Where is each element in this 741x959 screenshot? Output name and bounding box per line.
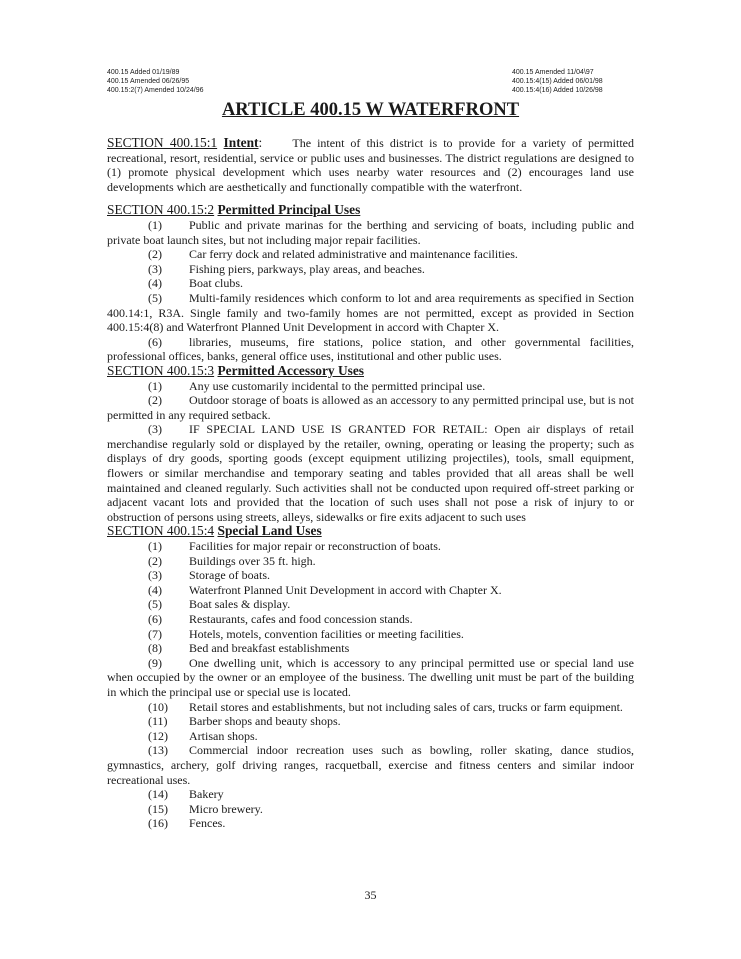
item-text: IF SPECIAL LAND USE IS GRANTED FOR RETAIL: Open air displays of retail merchandise regularly sold or displayed by the retailer, owning, operating or leasing the property; such as displays of dry goods, sporting goods (except equipment utilizing projectiles), tools, small equipment, flowers or similar merchandise and temporary seating and tables provided that all areas shall be well maintained and cleaned regularly. Such activities shall not be conducted upon required off-street parking or adjacent vacant lots and provided that the location of such uses shall not pose a risk of injury to or obstruction of persons using streets, alleys, sidewalks or fire exits adjacent to such uses	[107, 422, 634, 524]
amendment-line: 400.15:4(16) Added 10/26/98	[512, 87, 603, 94]
item-number: (2)	[148, 393, 162, 408]
item-text: Retail stores and establishments, but not including sales of cars, trucks or farm equipment.	[189, 699, 623, 714]
item-number: (2)	[148, 553, 162, 568]
accessory-uses-list	[107, 379, 634, 525]
item-text: Restaurants, cafes and food concession stands.	[189, 612, 413, 626]
item-text: Hotels, motels, convention facilities or meeting facilities.	[189, 626, 464, 641]
item-text: Any use customarily incidental to the permitted principal use.	[189, 378, 486, 393]
item-number: (3)	[148, 261, 162, 276]
list-item	[107, 597, 634, 612]
item-text: Artisan shops.	[189, 728, 258, 743]
item-text: Public and private marinas for the berthing and servicing of boats, including public and private boat launch sites, but not including major repair facilities.	[107, 217, 634, 247]
list-item	[107, 743, 634, 787]
item-text: Bed and breakfast establishments	[189, 641, 350, 656]
item-number: (1)	[148, 378, 162, 393]
item-text: Boat sales & display.	[189, 597, 291, 612]
item-number: (4)	[148, 582, 162, 597]
section-number: SECTION 400.15:2	[107, 202, 215, 218]
item-text: Boat clubs.	[189, 276, 243, 291]
item-number: (8)	[148, 641, 162, 656]
item-text: Fences.	[189, 816, 226, 831]
item-number: (4)	[148, 276, 162, 291]
list-item	[107, 393, 634, 422]
section-heading: Permitted Principal Uses	[217, 202, 361, 218]
intent-text: The intent of this district is to provide for a variety of permitted recreational, resort, residential, service or public uses and businesses. The district regulations are designed to (1) promote physical development which uses nearby water resources and (2) encourages land use developments which are aesthetically and functionally compatible with the waterfront.	[107, 136, 634, 194]
item-number: (10)	[148, 699, 168, 714]
amendment-line: 400.15:2(7) Amended 10/24/96	[107, 87, 204, 94]
item-number: (3)	[148, 568, 162, 583]
item-text: Waterfront Planned Unit Development in accord with Chapter X.	[189, 582, 502, 597]
item-number: (12)	[148, 728, 168, 743]
item-number: (1)	[148, 217, 162, 232]
list-item	[107, 218, 634, 247]
list-item	[107, 583, 634, 598]
list-item	[107, 700, 634, 715]
list-item	[107, 787, 634, 802]
page-number: 35	[364, 888, 377, 902]
item-text: Barber shops and beauty shops.	[189, 714, 341, 729]
item-number: (14)	[148, 787, 168, 802]
item-number: (1)	[148, 539, 162, 554]
list-item	[107, 247, 634, 262]
item-number: (9)	[148, 655, 162, 670]
list-item	[107, 276, 634, 291]
section-heading: Special Land Uses	[217, 523, 322, 539]
special-uses-heading	[107, 524, 634, 539]
list-item	[107, 656, 634, 700]
item-text: Micro brewery.	[189, 801, 263, 816]
list-item	[107, 729, 634, 744]
section-number: SECTION 400.15:1	[107, 135, 218, 150]
amendment-history-right	[512, 68, 603, 95]
list-item	[107, 802, 634, 817]
article-title: ARTICLE 400.15 W WATERFRONT	[221, 100, 520, 120]
item-number: (7)	[148, 626, 162, 641]
item-number: (5)	[148, 597, 162, 612]
amendment-line: 400.15 Amended 11/04\97	[512, 69, 594, 76]
list-item	[107, 641, 634, 656]
principal-uses-heading	[107, 203, 634, 218]
list-item	[107, 714, 634, 729]
item-text: Car ferry dock and related administrative and maintenance facilities.	[189, 247, 518, 262]
list-item	[107, 335, 634, 364]
item-number: (2)	[148, 247, 162, 262]
list-item	[107, 568, 634, 583]
accessory-uses-heading	[107, 364, 634, 379]
item-text: Buildings over 35 ft. high.	[189, 553, 316, 568]
amendment-line: 400.15 Added 01/19/89	[107, 69, 180, 76]
item-number: (13)	[148, 743, 168, 758]
special-uses-list	[107, 539, 634, 831]
list-item	[107, 262, 634, 277]
section-number: SECTION 400.15:3	[107, 362, 215, 378]
list-item	[107, 612, 634, 627]
principal-uses-list	[107, 218, 634, 364]
list-item	[107, 539, 634, 554]
list-item	[107, 379, 634, 394]
item-text: Storage of boats.	[189, 568, 270, 583]
item-number: (11)	[148, 714, 168, 729]
section-heading: Intent	[223, 135, 259, 150]
item-text: Outdoor storage of boats is allowed as an accessory to any permitted principal use, but is not permitted in any required setback.	[107, 393, 634, 422]
item-number: (6)	[148, 612, 162, 626]
item-number: (15)	[148, 801, 168, 816]
item-text: Bakery	[189, 787, 224, 802]
amendment-history-left	[107, 68, 204, 95]
item-number: (6)	[148, 334, 162, 349]
item-text: Commercial indoor recreation uses such as bowling, roller skating, dance studios, gymnastics, archery, golf driving ranges, racquetball, exercise and fitness centers and similar indoor recreational uses.	[107, 743, 634, 787]
section-heading: Permitted Accessory Uses	[217, 362, 364, 378]
list-item	[107, 554, 634, 569]
item-number: (5)	[148, 290, 162, 305]
item-text: libraries, museums, fire stations, police station, and other governmental facilities, professional offices, banks, general office uses, institutional and other public uses.	[107, 334, 634, 364]
list-item	[107, 291, 634, 335]
item-number: (16)	[148, 816, 168, 831]
amendment-line: 400.15:4(15) Added 06/01/98	[512, 78, 603, 85]
intent-section: SECTION 400.15:1 Intent: The intent of this district is to provide for a variety of permitted recreational, resort, residential, service or public uses and businesses. The district regulations are designed to (1) promote physical development which uses nearby water resources and (2) encourages land use developments which are aesthetically and functionally compatible with the waterfront.	[107, 135, 634, 194]
amendment-line: 400.15 Amended 06/26/95	[107, 78, 190, 85]
article-body	[107, 136, 634, 831]
item-number: (3)	[148, 422, 162, 437]
item-text: Fishing piers, parkways, play areas, and beaches.	[189, 261, 425, 276]
item-text: Multi-family residences which conform to lot and area requirements as specified in Section 400.14:1, R3A. Single family and two-family homes are not permitted, except as provided in Section 400.15:4(8) and Waterfront Planned Unit Development in accord with Chapter X.	[107, 290, 634, 335]
list-item	[107, 816, 634, 831]
list-item	[107, 627, 634, 642]
section-number: SECTION 400.15:4	[107, 523, 215, 539]
item-text: Facilities for major repair or reconstruction of boats.	[189, 539, 441, 554]
list-item	[107, 422, 634, 524]
item-text: One dwelling unit, which is accessory to any principal permitted use or special land use when occupied by the owner or an employee of the business. The dwelling unit must be part of the building in which the principal use or special use is located.	[107, 655, 634, 699]
